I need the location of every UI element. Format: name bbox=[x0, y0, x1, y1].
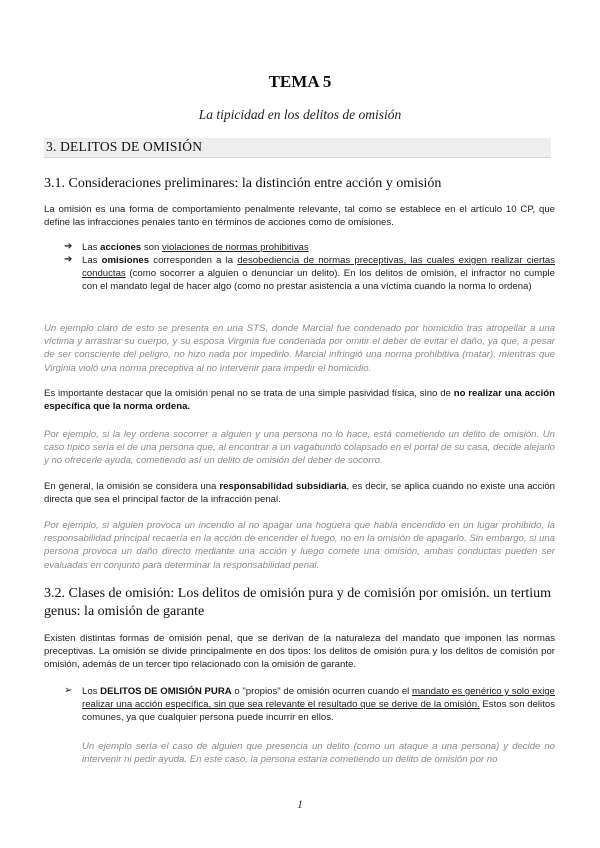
triangle-bullet-icon: ➢ bbox=[64, 685, 73, 696]
page-number: 1 bbox=[297, 797, 303, 811]
list-item-omision-pura: Los DELITOS DE OMISIÓN PURA o "propios" de omisión ocurren cuando el mandato es genérico y solo exige realizar una acción específica, sin que sea relevante el resultado que se derive de la omisión. Estos son delitos comunes, ya que cualquier persona puede incurrir en ellos. bbox=[82, 686, 555, 724]
example-omision-pura: Un ejemplo sería el caso de alguien que presencia un delito (como un ataque a una persona) y decide no intervenir ni pedir ayuda. En este caso, la persona estaría cometiendo un delito de omisión por no bbox=[82, 741, 555, 766]
list-item-acciones: Las acciones son violaciones de normas prohibitivas bbox=[82, 242, 309, 253]
arrow-bullet-icon: ➔ bbox=[64, 241, 73, 252]
example-incendio: Por ejemplo, si alguien provoca un incendio al no apagar una hoguera que había encendido en un lugar prohibido, la responsabilidad principal recaería en la acción de encender el fuego, no en la omisión de apagarlo. Sin embargo, si una persona provoca un daño directo mediante una acción y luego comete una omisión, ambas conductas pueden ser evaluadas en conjunto para determinar la responsabilidad penal. bbox=[44, 520, 555, 571]
section-heading: 3. DELITOS DE OMISIÓN bbox=[46, 139, 203, 154]
page-title: TEMA 5 bbox=[268, 72, 332, 91]
paragraph-intro-3-2: Existen distintas formas de omisión penal, que se derivan de la naturaleza del mandato que imponen las normas preceptivas. La omisión se divide principalmente en dos tipos: los delitos de omisión pura y los delitos de comisión por omisión, además de un tercer tipo relacionado con la omisión de garante. bbox=[44, 633, 555, 671]
paragraph-intro-3-1: La omisión es una forma de comportamiento penalmente relevante, tal como se establece en el artículo 10 CP, que define las infracciones penales tanto en términos de acciones como de omisiones. bbox=[44, 204, 555, 229]
example-marcial-virginia: Un ejemplo claro de esto se presenta en una STS, donde Marcial fue condenado por homicidio tras atropellar a una víctima y arrastrar su cuerpo, y su esposa Virginia fue condenada por omitir el deber de evitar el daño, ya que, a pesar de ser consciente del peligro, no hizo nada por impedirlo. Marcial infringió una norma prohibitiva (matar), mientras que Virginia violó una norma preceptiva al no intervenir para impedir el homicidio. bbox=[44, 323, 555, 374]
example-vagabundo: Por ejemplo, si la ley ordena socorrer a alguien y una persona no lo hace, está cometiendo un delito de omisión. Un caso típico sería el de una persona que, al encontrar a un vagabundo colapsado en el portal de su casa, decide alejarlo y no ofrecerle ayuda, cometiendo así un delito de omisión del deber de socorro. bbox=[44, 429, 555, 467]
subsection-heading-3-2: 3.2. Clases de omisión: Los delitos de omisión pura y de comisión por omisión. un tertium genus: la omisión de garante bbox=[44, 586, 552, 619]
section-heading-bar bbox=[44, 138, 551, 158]
subsection-heading-3-1: 3.1. Consideraciones preliminares: la distinción entre acción y omisión bbox=[44, 176, 442, 191]
page-subtitle: La tipicidad en los delitos de omisión bbox=[198, 107, 402, 122]
paragraph-responsabilidad-subsidiaria: En general, la omisión se considera una responsabilidad subsidiaria, es decir, se aplica cuando no existe una acción directa que sea el principal factor de la infracción penal. bbox=[44, 481, 556, 506]
list-item-omisiones: Las omisiones corresponden a la desobediencia de normas preceptivas, las cuales exigen realizar ciertas conductas (como socorrer a alguien o denunciar un delito). En los delitos de omisión, el infractor no cumple con el mandato legal de hacer algo (como no prestar asistencia a una víctima cuando la norma lo ordena) bbox=[82, 255, 555, 293]
arrow-bullet-icon: ➔ bbox=[64, 254, 73, 265]
paragraph-omision-pasividad: Es importante destacar que la omisión penal no se trata de una simple pasividad física, sino de no realizar una acción específica que la norma ordena. bbox=[44, 388, 555, 413]
